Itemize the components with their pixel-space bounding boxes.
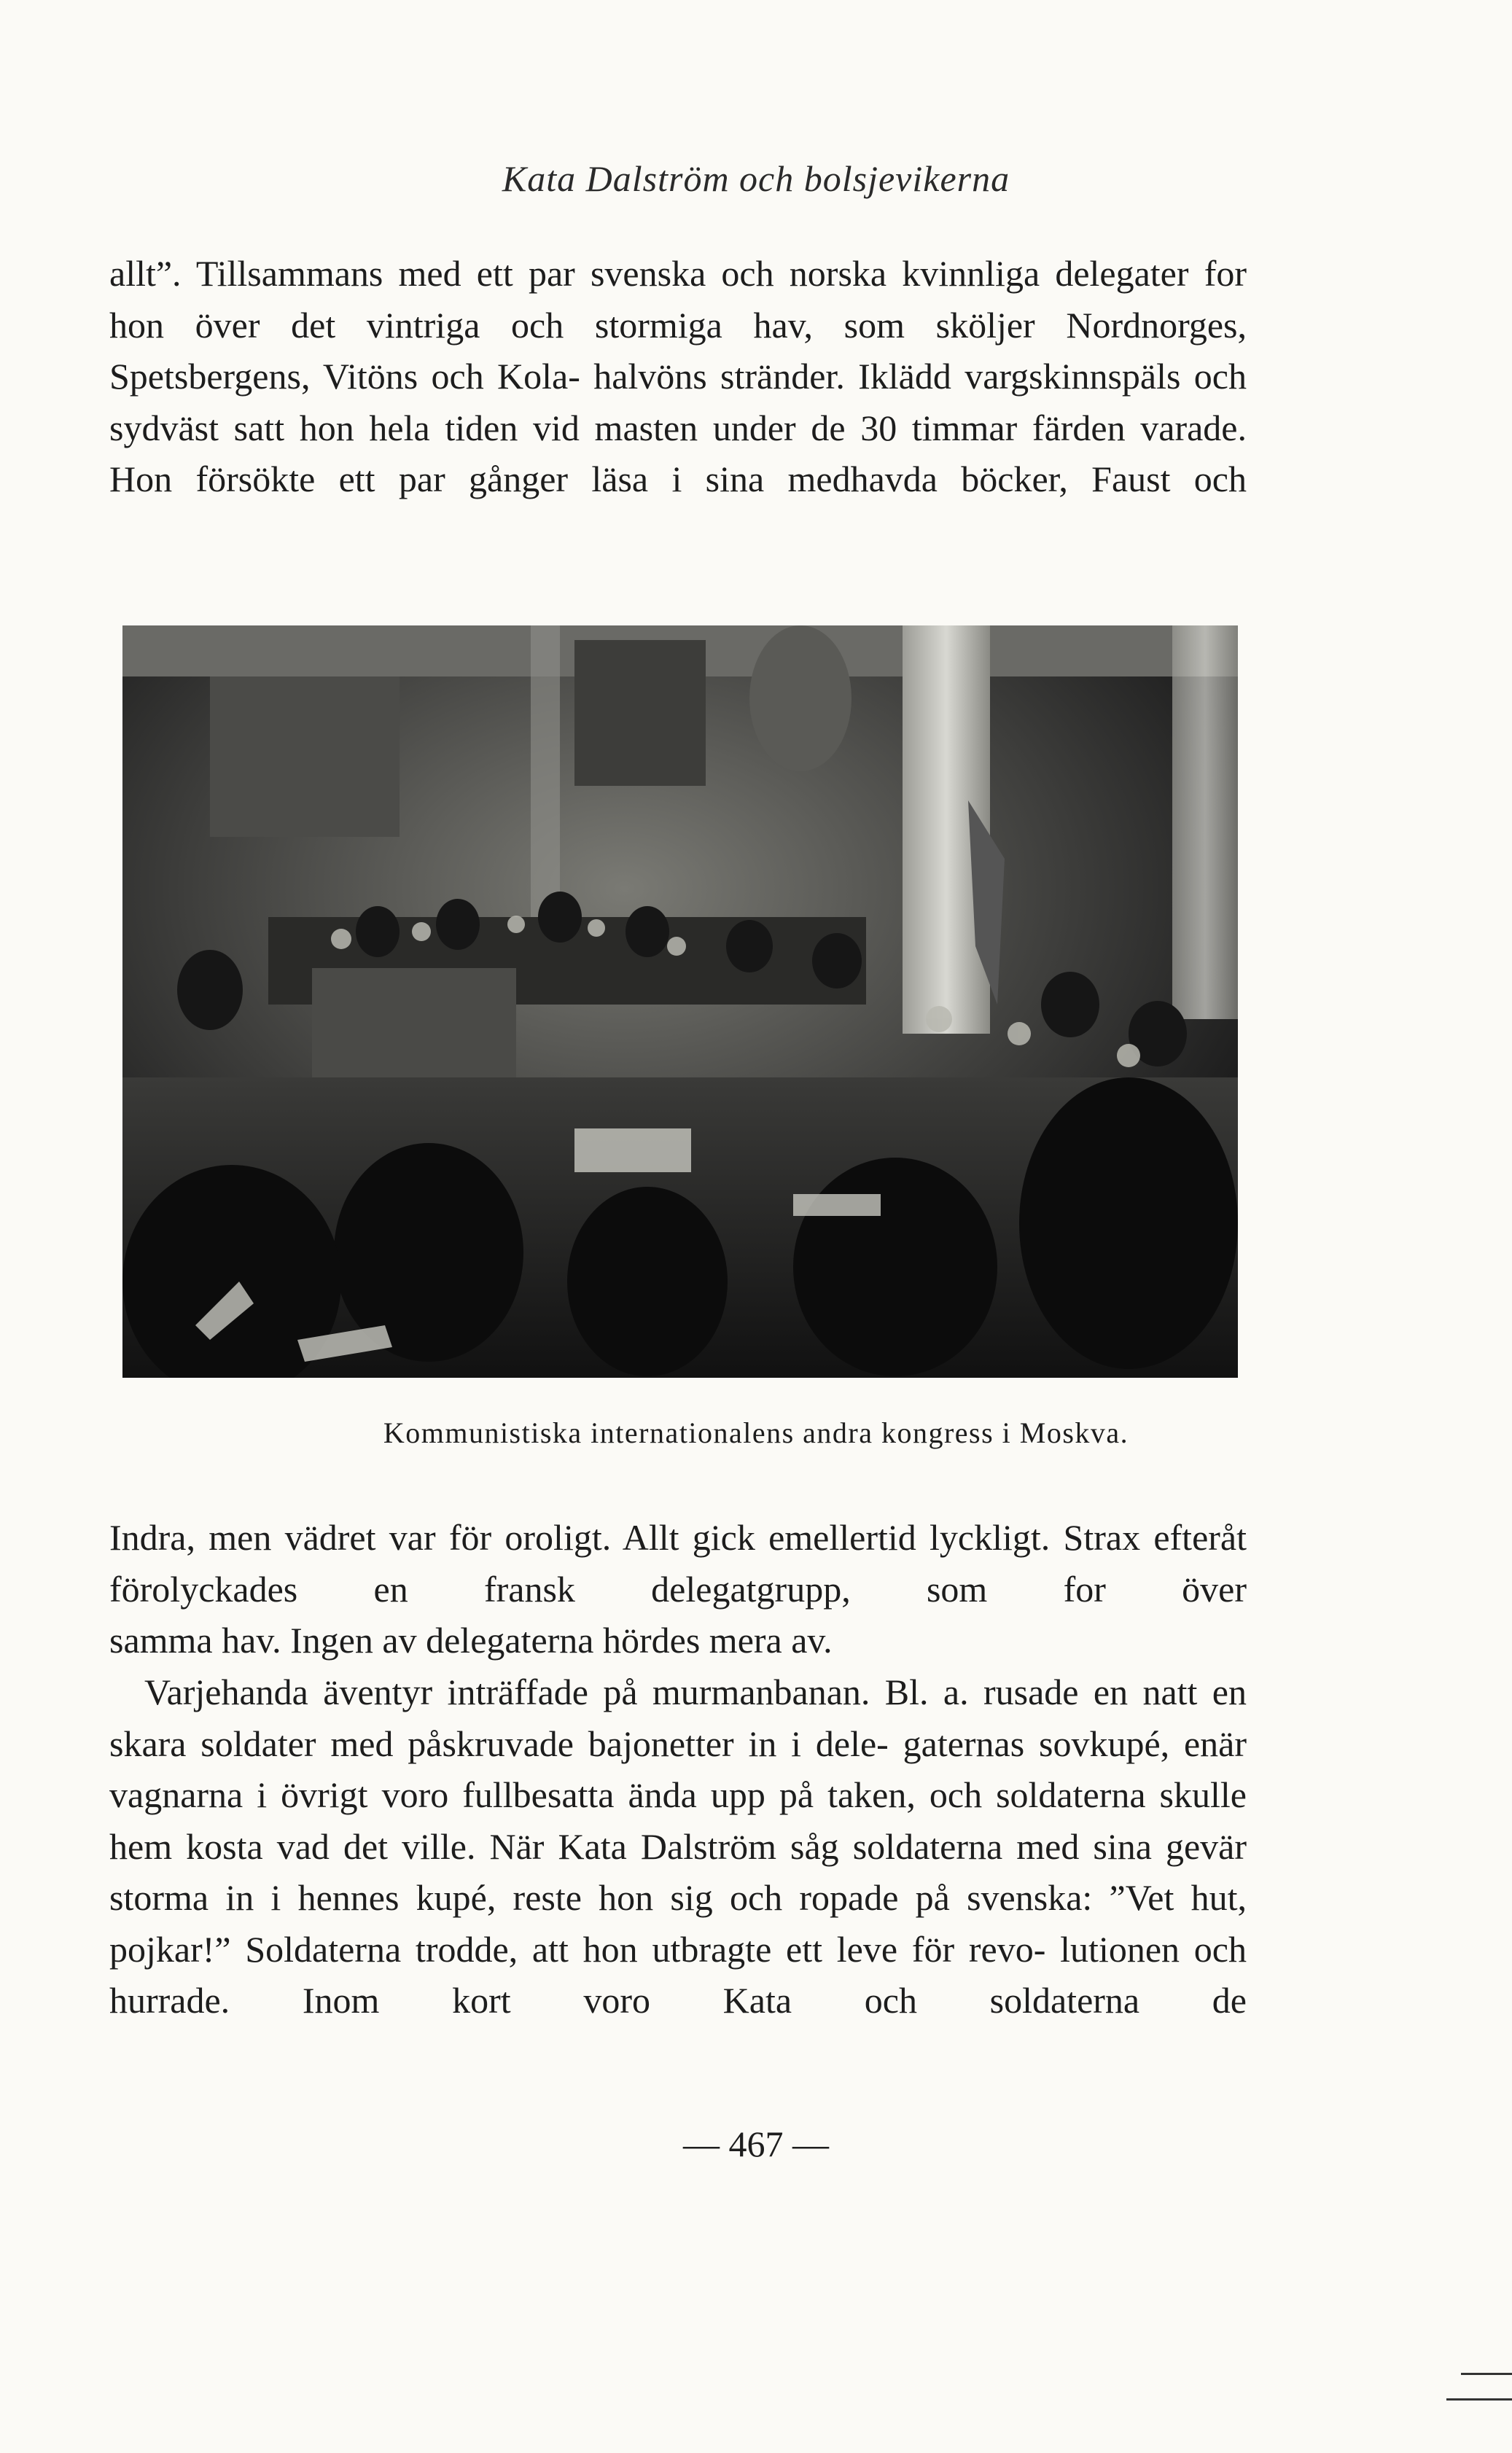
scan-edge-mark <box>1461 2373 1512 2375</box>
text-line: en natt en skara soldater med påskruvade bajonetter in i dele- <box>109 1672 1247 1764</box>
text-line: samma hav. Ingen av delegaterna hördes mera av. <box>109 1620 833 1661</box>
text-line: som sköljer Nordnorges, Spetsbergens, Vitöns och Kola- <box>109 304 1247 397</box>
text-line: När Kata Dalström såg soldaterna med sina gevär storma in i <box>109 1825 1247 1918</box>
text-line: Indra, men vädret var för oroligt. Allt gick emellertid lyckligt. <box>109 1517 1064 1558</box>
text-line: hela tiden vid masten under de 30 timmar färden varade. Hon <box>109 407 1247 499</box>
paragraph-2 <box>109 1512 1247 1666</box>
paragraph-1 <box>109 248 1247 505</box>
text-line: Varjehanda äventyr inträffade på murmanbanan. Bl. a. rusade <box>144 1672 1094 1712</box>
text-line: pojkar!” Soldaterna trodde, att hon utbragte ett leve för revo- <box>109 1928 1061 1970</box>
text-line: delegater for hon över det vintriga och stormiga hav, <box>109 253 1247 346</box>
photograph-illustration <box>122 625 1238 1378</box>
text-line: gaternas sovkupé, enär vagnarna i övrigt voro fullbesatta ända <box>109 1723 1247 1815</box>
text-line: lutionen och hurrade. Inom kort voro Kata och soldaterna de <box>109 1928 1247 2021</box>
paragraph-3 <box>109 1666 1247 2027</box>
scan-edge-mark <box>1446 2398 1512 2401</box>
text-line: allt”. Tillsammans med ett par svenska och norska kvinnliga <box>109 253 1056 294</box>
text-line: upp på taken, och soldaterna skulle hem kosta vad det ville. <box>109 1774 1247 1867</box>
running-head: Kata Dalström och bolsjevikerna <box>502 158 1010 199</box>
congress-photograph <box>122 625 1238 1378</box>
text-line: Strax efteråt förolyckades en fransk delegatgrupp, som for över <box>109 1517 1247 1610</box>
text-line: hennes kupé, reste hon sig och ropade på svenska: ”Vet hut, <box>297 1877 1247 1918</box>
photo-caption: Kommunistiska internationalens andra kongress i Moskva. <box>383 1416 1129 1449</box>
text-line: halvöns stränder. Iklädd vargskinnspäls och sydväst satt hon <box>109 356 1247 448</box>
page-number: — 467 — <box>683 2124 829 2164</box>
text-line: försökte ett par gånger läsa i sina medhavda böcker, Faust och <box>195 459 1247 499</box>
